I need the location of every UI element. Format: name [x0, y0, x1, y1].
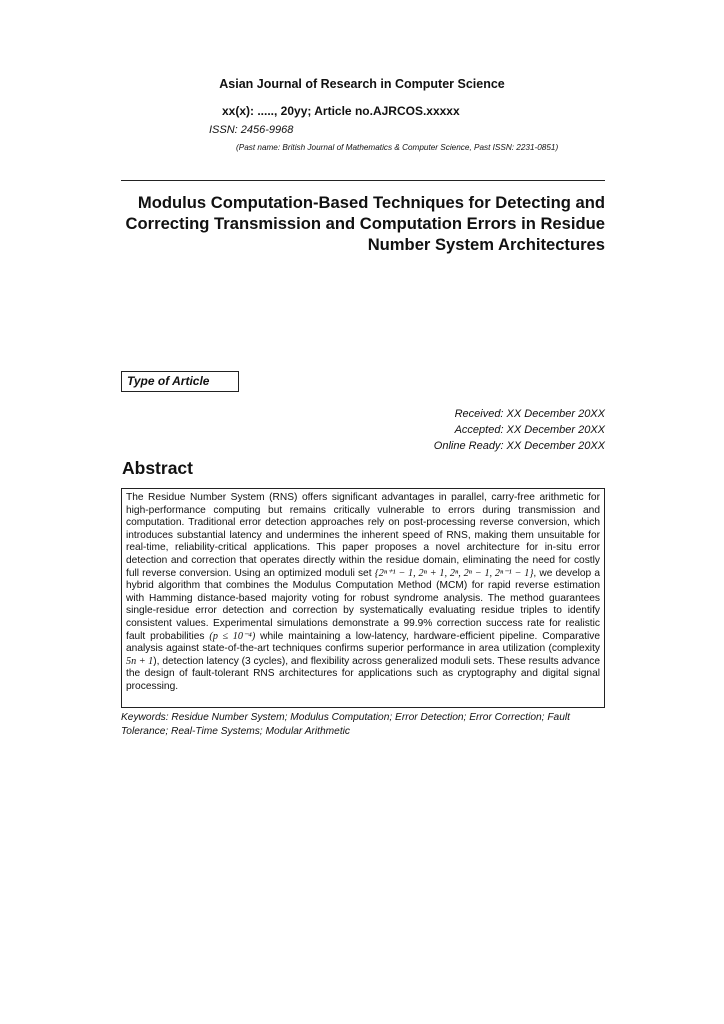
abstract-part-4: ), detection latency (3 cycles), and flexibility across generalized moduli sets. These results advance the design of fault-tolerant RNS architectures for applications such as cryptography and digital signal processing. — [126, 655, 600, 692]
received-date: Received: XX December 20XX — [454, 408, 605, 420]
online-date: Online Ready: XX December 20XX — [433, 440, 605, 452]
abstract-part-2: , we develop a hybrid algorithm that combines the Modulus Computation Method (MCM) for rapid reverse estimation with Hamming distance-based majority voting for robust syndrome analysis. The method guarantees single-residue error detection and correction by systematically evaluating residue triples to identify consistent values. Experimental simulations demonstrate a 99.9% correction success rate for realistic fault probabilities — [126, 567, 600, 642]
abstract-heading: Abstract — [122, 458, 193, 478]
volume-line: xx(x): ....., 20yy; Article no.AJRCOS.xxxxx — [222, 104, 460, 118]
keywords: Keywords: Residue Number System; Modulus Computation; Error Detection; Error Correction; Fault Tolerance; Real-Time Systems; Modular Arithmetic — [121, 712, 570, 737]
fault-probability-formula: (p ≤ 10⁻⁴) — [209, 630, 256, 642]
abstract-text — [126, 492, 600, 694]
article-title: Modulus Computation-Based Techniques for Detecting and Correcting Transmission and Computation Errors in Residue Number System Architectures — [125, 193, 605, 254]
accepted-date: Accepted: XX December 20XX — [454, 424, 605, 436]
header-divider — [121, 180, 605, 181]
journal-name: Asian Journal of Research in Computer Science — [219, 77, 505, 91]
article-type-box: Type of Article — [121, 371, 239, 392]
issn: ISSN: 2456-9968 — [209, 124, 294, 136]
abstract-box — [121, 488, 605, 708]
moduli-set-formula: {2ⁿ⁺¹ − 1, 2ⁿ + 1, 2ⁿ, 2ⁿ − 1, 2ⁿ⁻¹ − 1} — [374, 567, 534, 579]
article-dates — [121, 406, 605, 454]
past-name-note: (Past name: British Journal of Mathematics & Computer Science, Past ISSN: 2231-0851) — [236, 143, 559, 152]
abstract-part-3: while maintaining a low-latency, hardware-efficient pipeline. Comparative analysis against state-of-the-art techniques confirms superior performance in area utilization (complexity — [126, 630, 600, 655]
abstract-part-1: The Residue Number System (RNS) offers significant advantages in parallel, carry-free arithmetic for high-performance computing but remains critically vulnerable to errors during transmission and computation. Traditional error detection approaches rely on post-processing reverse conversion, which introduces substantial latency and undermines the inherent speed of RNS, making them unsuitable for real-time, reliability-critical applications. This paper proposes a novel architecture for in-situ error detection and correction that operates directly within the residue domain, eliminating the need for costly full reverse conversion. Using an optimized moduli set — [126, 492, 600, 579]
complexity-formula: 5n + 1 — [126, 655, 154, 667]
